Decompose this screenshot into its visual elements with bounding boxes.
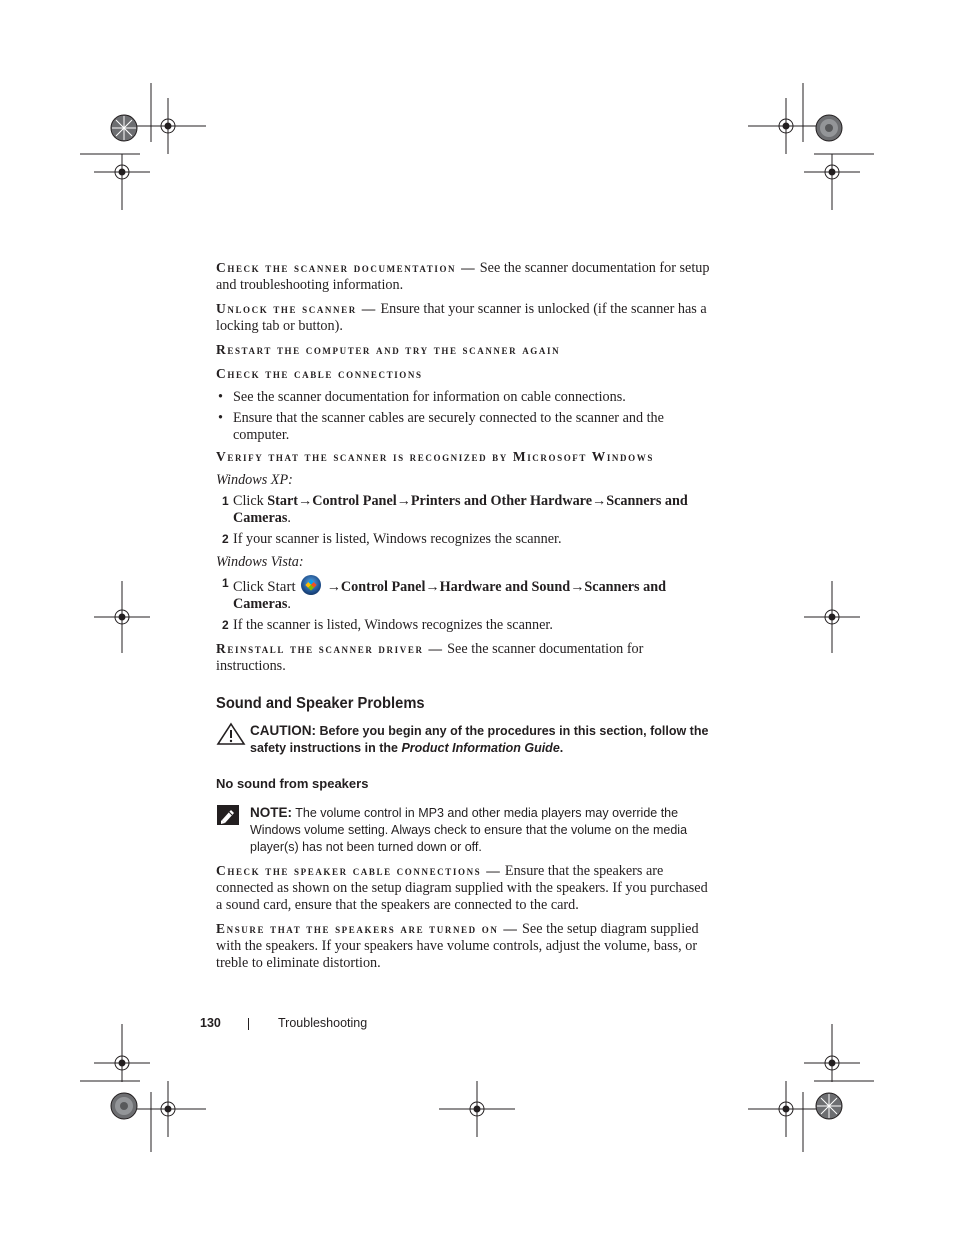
registration-crosshair-icon xyxy=(439,1081,515,1137)
step-number: 2 xyxy=(222,532,229,546)
color-registration-wheel-icon xyxy=(111,115,137,141)
color-registration-wheel-icon xyxy=(816,1093,842,1119)
registration-crosshair-icon xyxy=(130,98,206,154)
note-label: NOTE: xyxy=(250,805,292,820)
registration-crosshair-icon xyxy=(804,581,860,653)
note-pencil-icon xyxy=(216,804,240,826)
registration-crosshair-icon xyxy=(748,1081,824,1137)
registration-crosshair-icon xyxy=(130,1081,206,1137)
windows-vista-label: Windows Vista: xyxy=(216,554,304,570)
restart-heading-paragraph xyxy=(216,341,716,359)
cable-heading: Check the cable connections xyxy=(216,366,423,381)
vista-step-1-start: Start xyxy=(267,579,296,595)
bullet-text: See the scanner documentation for information on cable connections. xyxy=(233,389,626,405)
registration-crosshair-icon xyxy=(748,98,824,154)
footer-divider xyxy=(248,1018,249,1030)
vista-step-1-end: . xyxy=(287,596,291,612)
windows-start-orb-icon xyxy=(301,575,321,595)
reinstall-text: See the scanner documentation for instructions. xyxy=(216,641,644,674)
reinstall-heading: Reinstall the scanner driver — xyxy=(216,641,444,656)
xp-step-2 xyxy=(216,531,716,548)
check-scanner-doc-paragraph xyxy=(216,259,716,294)
speaker-cable-heading: Check the speaker cable connections — xyxy=(216,863,502,878)
registration-crosshair-icon xyxy=(804,158,860,186)
color-registration-wheel-icon xyxy=(111,1093,137,1119)
step-number: 1 xyxy=(222,494,229,508)
registration-crosshair-icon xyxy=(94,158,150,186)
speakers-on-text: See the setup diagram supplied with the speakers. If your speakers have volume controls, adjust the volume, bass, or treble to eliminate distortion. xyxy=(216,921,699,971)
check-scanner-doc-text: See the scanner documentation for setup and troubleshooting information. xyxy=(216,260,710,293)
color-registration-wheel-icon xyxy=(816,115,842,141)
note-callout xyxy=(216,804,716,856)
step-number: 1 xyxy=(222,576,229,590)
unlock-scanner-text: Ensure that your scanner is unlocked (if the scanner has a locking tab or button). xyxy=(216,301,707,334)
cable-heading-paragraph xyxy=(216,365,716,383)
unlock-scanner-paragraph xyxy=(216,300,716,335)
vista-step-1 xyxy=(216,575,716,613)
xp-step-2-text: If your scanner is listed, Windows recognizes the scanner. xyxy=(233,531,562,547)
step-number: 2 xyxy=(222,618,229,632)
page-number: 130 xyxy=(200,1016,221,1030)
list-item: • See the scanner documentation for information on cable connections. xyxy=(218,389,626,405)
verify-heading: Verify that the scanner is recognized by Microsoft Windows xyxy=(216,449,654,464)
speaker-cable-text: Ensure that the speakers are connected as shown on the setup diagram supplied with the speakers. If you purchased a sound card, ensure that the speakers are connected to the card. xyxy=(216,863,708,913)
speaker-cable-paragraph xyxy=(216,862,716,914)
vista-step-1-click: Click xyxy=(233,579,264,595)
chapter-title: Troubleshooting xyxy=(278,1016,368,1030)
caution-label: CAUTION: xyxy=(250,723,316,738)
caution-triangle-icon xyxy=(216,722,246,746)
list-item: • Ensure that the scanner cables are securely connected to the scanner and the computer. xyxy=(218,410,664,443)
reinstall-paragraph xyxy=(216,640,716,675)
registration-crosshair-icon xyxy=(804,1049,860,1077)
windows-xp-label: Windows XP: xyxy=(216,472,293,488)
speakers-on-paragraph xyxy=(216,920,716,972)
bullet-text: Ensure that the scanner cables are securely connected to the scanner and the computer. xyxy=(233,410,664,443)
xp-step-1-end: . xyxy=(287,510,291,526)
vista-step-2 xyxy=(216,617,716,634)
caution-text: Before you begin any of the procedures in this section, follow the safety instructions in the xyxy=(250,724,709,755)
check-scanner-doc-heading: Check the scanner documentation — xyxy=(216,260,477,275)
caution-callout xyxy=(216,722,716,757)
xp-step-1-path: Start→Control Panel→Printers and Other Hardware→Scanners and Cameras xyxy=(233,493,688,526)
subsection-title: No sound from speakers xyxy=(216,776,369,791)
page-content xyxy=(216,259,716,972)
section-title: Sound and Speaker Problems xyxy=(216,695,425,712)
restart-heading: Restart the computer and try the scanner again xyxy=(216,342,561,357)
speakers-on-heading: Ensure that the speakers are turned on — xyxy=(216,921,519,936)
xp-step-1-click: Click xyxy=(233,493,264,509)
note-text: The volume control in MP3 and other media players may override the Windows volume setting. Always check to ensure that the volume on the media player(s) has not been turned down or off. xyxy=(250,806,688,854)
vista-step-1-path: →Control Panel→Hardware and Sound→Scanners and Cameras xyxy=(233,579,666,612)
registration-crosshair-icon xyxy=(94,1049,150,1077)
xp-step-1 xyxy=(216,493,716,527)
product-info-guide: Product Information Guide xyxy=(401,741,560,755)
unlock-scanner-heading: Unlock the scanner — xyxy=(216,301,377,316)
vista-step-2-text: If the scanner is listed, Windows recognizes the scanner. xyxy=(233,617,553,633)
verify-heading-paragraph xyxy=(216,448,716,466)
registration-crosshair-icon xyxy=(94,581,150,653)
caution-end: . xyxy=(559,741,564,755)
